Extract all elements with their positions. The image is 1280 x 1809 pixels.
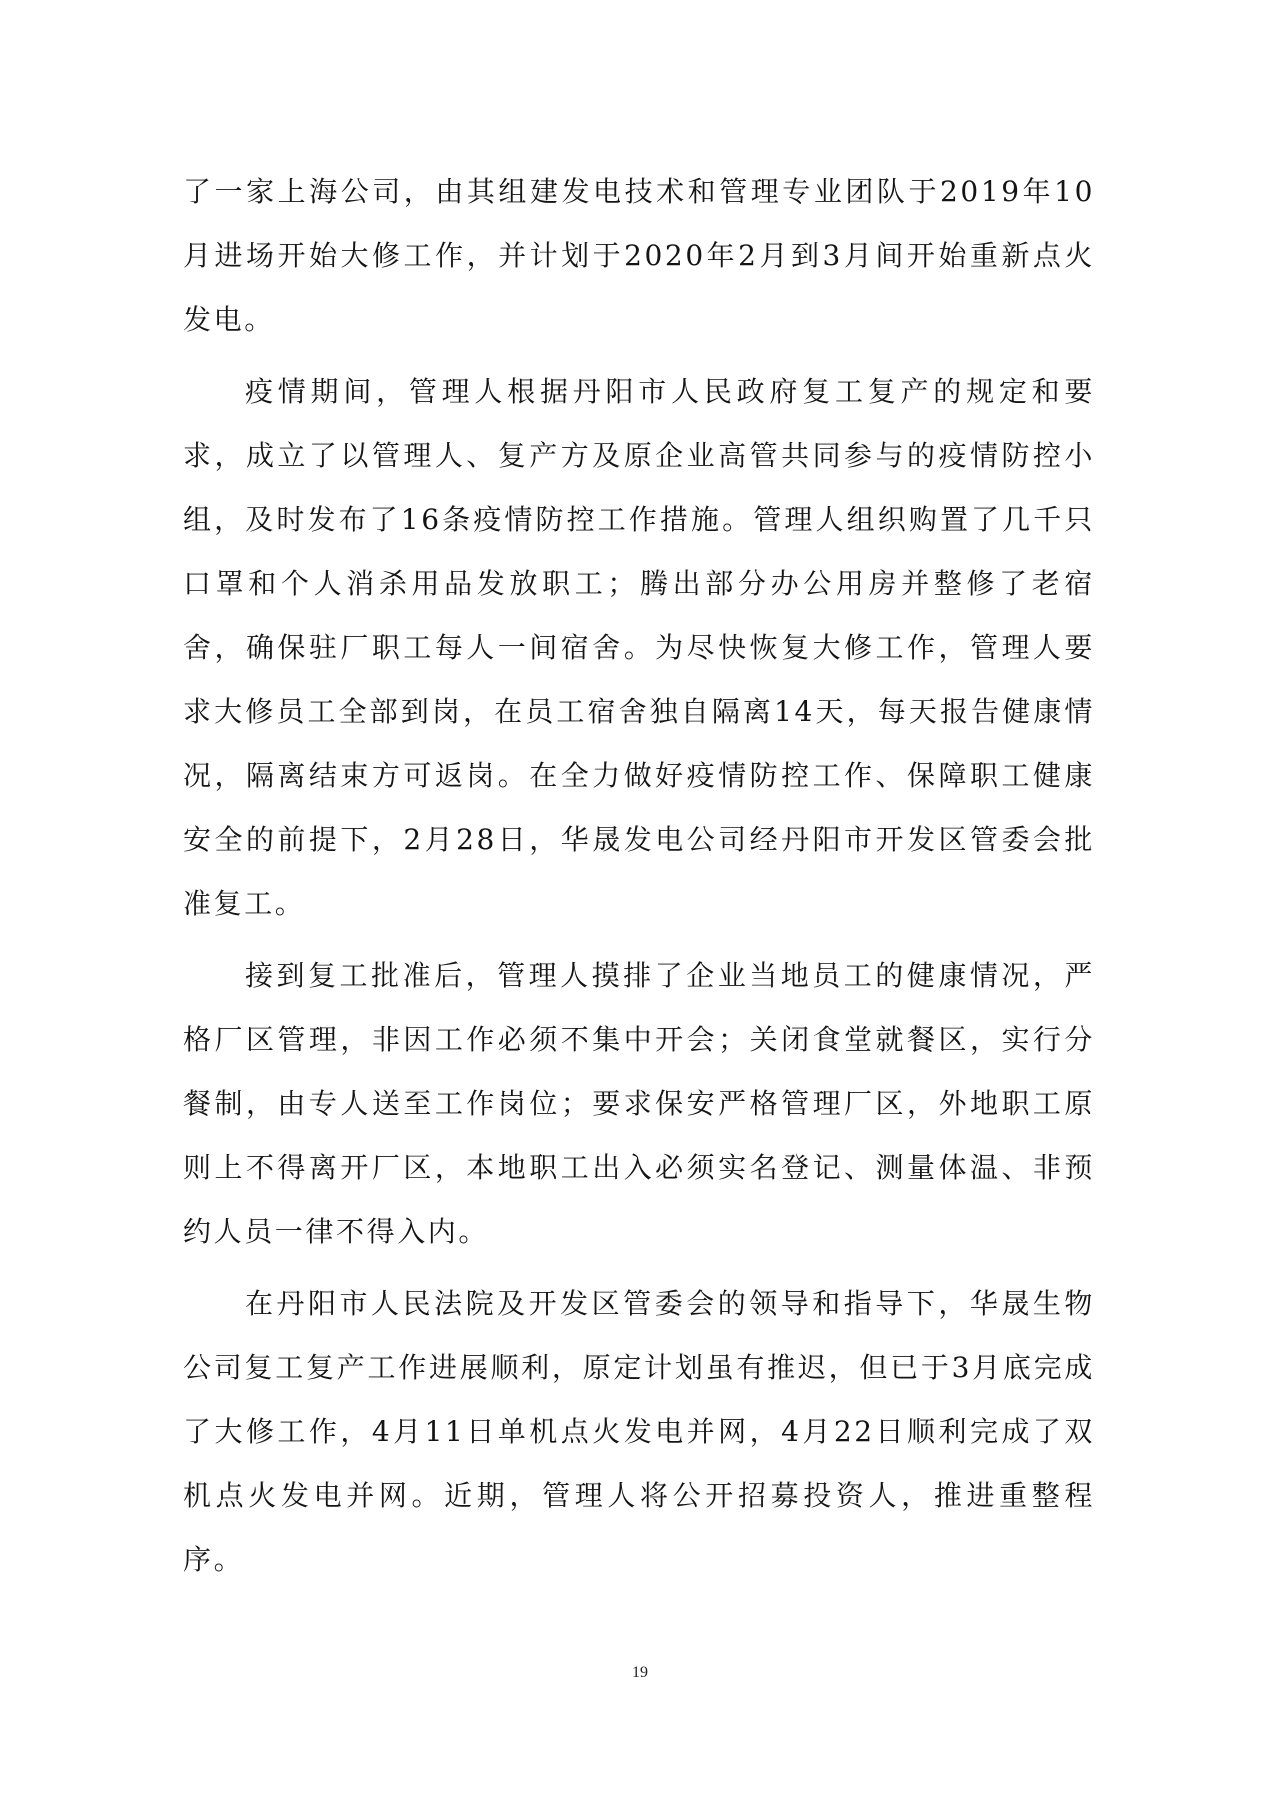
paragraph-continuation: 了一家上海公司，由其组建发电技术和管理专业团队于2019年10月进场开始大修工作，并计划于2020年2月到3月间开始重新点火发电。 [183, 175, 1095, 336]
paragraph-after-approval: 接到复工批准后，管理人摸排了企业当地员工的健康情况，严格厂区管理，非因工作必须不集中开会；关闭食堂就餐区，实行分餐制，由专人送至工作岗位；要求保安严格管理厂区，外地职工原则上不得离开厂区，本地职工出入必须实名登记、测量体温、非预约人员一律不得入内。 [183, 959, 1095, 1248]
paragraph-progress: 在丹阳市人民法院及开发区管委会的领导和指导下，华晟生物公司复工复产工作进展顺利，原定计划虽有推迟，但已于3月底完成了大修工作，4月11日单机点火发电并网，4月22日顺利完成了双机点火发电并网。近期，管理人将公开招募投资人，推进重整程序。 [183, 1287, 1095, 1576]
body-text [183, 160, 1095, 1600]
page-number: 19 [632, 1664, 648, 1681]
paragraph-epidemic-control: 疫情期间，管理人根据丹阳市人民政府复工复产的规定和要求，成立了以管理人、复产方及原企业高管共同参与的疫情防控小组，及时发布了16条疫情防控工作措施。管理人组织购置了几千只口罩和个人消杀用品发放职工；腾出部分办公用房并整修了老宿舍，确保驻厂职工每人一间宿舍。为尽快恢复大修工作，管理人要求大修员工全部到岗，在员工宿舍独自隔离14天，每天报告健康情况，隔离结束方可返岗。在全力做好疫情防控工作、保障职工健康安全的前提下，2月28日，华晟发电公司经丹阳市开发区管委会批准复工。 [183, 375, 1095, 920]
